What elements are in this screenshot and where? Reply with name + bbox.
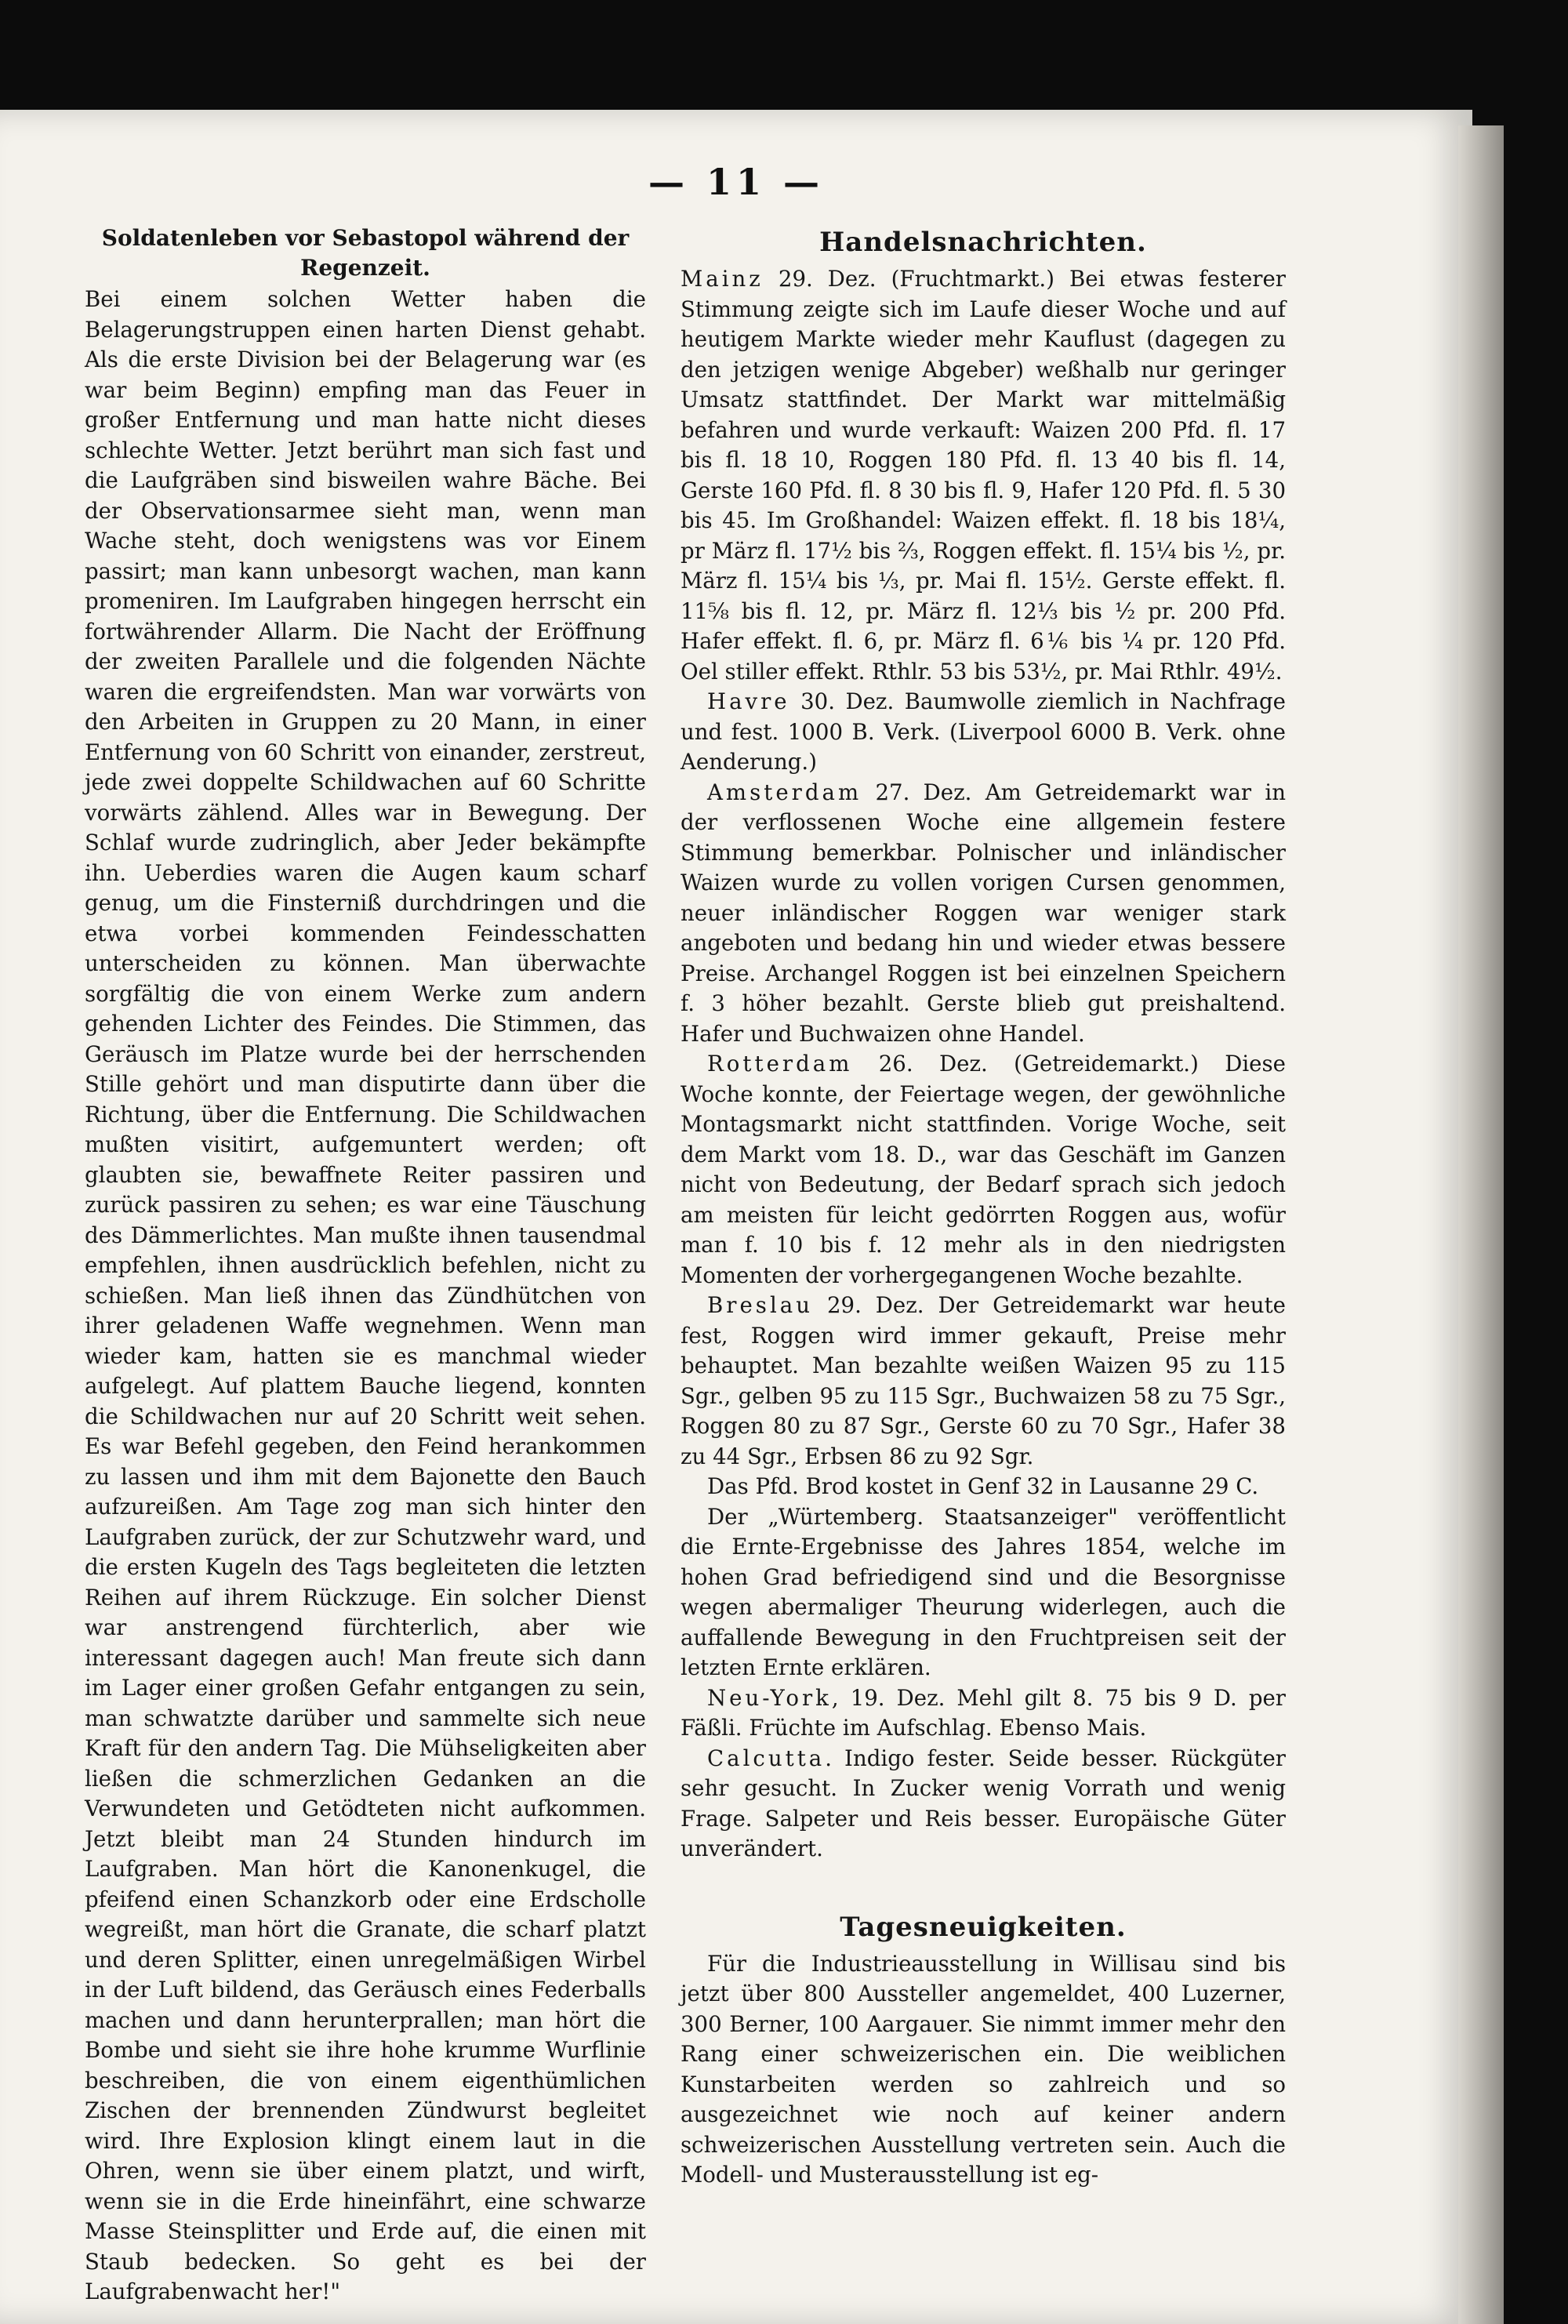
report-place: Breslau [707,1292,814,1318]
trade-report [681,1683,1286,1744]
trade-report [681,687,1286,778]
trade-report [681,264,1286,687]
report-text: Das Pfd. Brod kostet in Genf 32 in Lausanne 29 C. [707,1473,1259,1499]
report-text: 30. Dez. Baumwolle ziemlich in Nachfrage und fest. 1000 B. Verk. (Liverpool 6000 B. Verk. ohne Aenderung.) [681,688,1286,775]
article-body: Bei einem solchen Wetter haben die Belagerungstruppen einen harten Dienst gehabt. Als die erste Division bei der Belagerung war (es war beim Beginn) empfing man das Feuer in großer Entfernung und man hatte nicht dieses schlechte Wetter. Jetzt berührt man sich fast und die Laufgräben sind bisweilen wahre Bäche. Bei der Observationsarmee sieht man, wenn man Wache steht, doch wenigstens was vor Einem passirt; man kann unbesorgt wachen, man kann promeniren. Im Laufgraben hingegen herrscht ein fortwährender Allarm. Die Nacht der Eröffnung der zweiten Parallele und die folgenden Nächte waren die ergreifendsten. Man war vorwärts von den Arbeiten in Gruppen zu 20 Mann, in einer Entfernung von 60 Schritt von einander, zerstreut, jede zwei doppelte Schildwachen auf 60 Schritte vorwärts zählend. Alles war in Bewegung. Der Schlaf wurde zudringlich, aber Jeder bekämpfte ihn. Ueberdies waren die Augen kaum scharf genug, um die Finsterniß durchdringen und die etwa vorbei kommenden Feindesschatten unterscheiden zu können. Man überwachte sorgfältig die von einem Werke zum andern gehenden Lichter des Feindes. Die Stimmen, das Geräusch im Platze wurde bei der herrschenden Stille gehört und man disputirte dann über die Richtung, über die Entfernung. Die Schildwachen mußten visitirt, aufgemuntert werden; oft glaubten sie, bewaffnete Reiter passiren und zurück passiren zu sehen; es war eine Täuschung des Dämmerlichtes. Man mußte ihnen tausendmal empfehlen, ihnen ausdrücklich befehlen, nicht zu schießen. Man ließ ihnen das Zündhütchen von ihrer geladenen Waffe wegnehmen. Wenn man wieder kam, hatten sie es manchmal wieder aufgelegt. Auf plattem Bauche liegend, konnten die Schildwachen nur auf 20 Schritt weit sehen. Es war Befehl gegeben, den Feind herankommen zu lassen und ihm mit dem Bajonette den Bauch aufzureißen. Am Tage zog man sich hinter den Laufgraben zurück, der zur Schutzwehr ward, und die ersten Kugeln des Tags begleiteten die letzten Reihen auf ihrem Rückzuge. Ein solcher Dienst war anstrengend fürchterlich, aber wie interessant dagegen auch! Man freute sich dann im Lager einer großen Gefahr entgangen zu sein, man schwatzte darüber und sammelte sich neue Kraft für den andern Tag. Die Mühseligkeiten aber ließen die schmerzlichen Gedanken an die Verwundeten und Getödteten nicht aufkommen. Jetzt bleibt man 24 Stunden hindurch im Laufgraben. Man hört die Kanonenkugel, die pfeifend einen Schanzkorb oder eine Erdscholle wegreißt, man hört die Granate, die scharf platzt und deren Splitter, einen unregelmäßigen Wirbel in der Luft bildend, das Geräusch eines Federballs machen und dann herunterprallen; man hört die Bombe und sieht sie ihre hohe krumme Wurflinie beschreiben, die von einem eigenthümlichen Zischen der brennenden Zündwurst begleitet wird. Ihre Explosion klingt einem laut in die Ohren, wenn sie über einem platzt, und wirft, wenn sie in die Erde hineinfährt, eine schwarze Masse Steinsplitter und Erde auf, die einen mit Staub bedecken. So geht es bei der Laufgrabenwacht her!" [85,286,646,2304]
report-text: Der „Würtemberg. Staatsanzeiger" veröffentlicht die Ernte-Ergebnisse des Jahres 1854, welche im hohen Grad befriedigend sind und die Besorgnisse wegen abermaliger Theurung widerlegen, auch die auffallende Bewegung in den Fruchtpreisen seit der letzten Ernte erklären. [681,1503,1286,1680]
section-heading-news: Tagesneuigkeiten. [840,1911,1127,1943]
report-place: Rotterdam [707,1051,853,1077]
report-text: . Indigo fester. Seide besser. Rückgüter sehr gesucht. In Zucker wenig Vorrath und wenig Frage. Salpeter und Reis besser. Europäische Güter unverändert. [681,1745,1286,1861]
right-column [681,223,1286,2191]
report-place: Neu-York [707,1684,832,1711]
news-body: Für die Industrieausstellung in Willisau sind bis jetzt über 800 Aussteller angemeldet, 400 Luzerner, 300 Berner, 100 Aargauer. Sie nimmt immer mehr den Rang einer schweizerischen ein. Die weiblichen Kunstarbeiten werden so zahlreich und so ausgezeichnet wie noch auf keiner andern schweizerischen Ausstellung vertreten sein. Auch die Modell- und Musterausstellung ist eg- [681,1950,1286,2188]
report-place: Amsterdam [707,779,862,805]
section-heading-trade: Handelsnachrichten. [819,227,1147,258]
report-text: 27. Dez. Am Getreidemarkt war in der verflossenen Woche eine allgemein festere Stimmung bemerkbar. Polnischer und inländischer Waizen wurde zu vollen vorigen Cursen genommen, neuer inländischer Roggen war weniger stark angeboten und bedang hin und wieder etwas bessere Preise. Archangel Roggen ist bei einzelnen Speichern f. 3 höher bezahlt. Gerste blieb gut preishaltend. Hafer und Buchwaizen ohne Handel. [681,779,1286,1047]
trade-report [681,1502,1286,1683]
report-text: 29. Dez. Der Getreidemarkt war heute fest, Roggen wird immer gekauft, Preise mehr behauptet. Man bezahlte weißen Waizen 95 zu 115 Sgr., gelben 95 zu 115 Sgr., Buchwaizen 58 zu 75 Sgr., Roggen 80 zu 87 Sgr., Gerste 60 zu 70 Sgr., Hafer 38 zu 44 Sgr., Erbsen 86 zu 92 Sgr. [681,1292,1286,1469]
trade-report [681,1744,1286,1865]
trade-report [681,1472,1286,1502]
trade-report [681,1291,1286,1472]
trade-report [681,1049,1286,1291]
left-column [85,223,646,2308]
report-place: Havre [707,688,790,714]
report-text: 29. Dez. (Fruchtmarkt.) Bei etwas festerer Stimmung zeigte sich im Laufe dieser Woche und auf heutigem Markte wieder mehr Kauflust (dagegen zu den jetzigen wenige Abgeber) weßhalb nur geringer Umsatz stattfindet. Der Markt war mittelmäßig befahren und wurde verkauft: Waizen 200 Pfd. fl. 17 bis fl. 18 10, Roggen 180 Pfd. fl. 13 40 bis fl. 14, Gerste 160 Pfd. fl. 8 30 bis fl. 9, Hafer 120 Pfd. fl. 5 30 bis 45. Im Großhandel: Waizen effekt. fl. 18 bis 18¼, pr März fl. 17½ bis ⅔, Roggen effekt. fl. 15¼ bis ½, pr. März fl. 15¼ bis ⅓, pr. Mai fl. 15½. Gerste effekt. fl. 11⅝ bis fl. 12, pr. März fl. 12⅓ bis ½ pr. 200 Pfd. Hafer effekt. fl. 6, pr. März fl. 6⅙ bis ¼ pr. 120 Pfd. Oel stiller effekt. Rthlr. 53 bis 53½, pr. Mai Rthlr. 49½. [681,266,1286,684]
report-place: Calcutta [707,1745,826,1771]
page-number: — 11 — [648,161,825,203]
article-heading: Soldatenleben vor Sebastopol während der Regenzeit. [101,225,630,281]
page-stack-edge [1458,125,1504,2324]
report-text: 26. Dez. (Getreidemarkt.) Diese Woche konnte, der Feiertage wegen, der gewöhnliche Montagsmarkt nicht stattfinden. Vorige Woche, seit dem Markt vom 18. D., war das Geschäft im Ganzen nicht von Bedeutung, der Bedarf sprach sich jedoch am meisten für leicht gedörrten Roggen aus, wofür man f. 10 bis f. 12 mehr als in den niedrigsten Momenten der vorhergegangenen Woche bezahlte. [681,1051,1286,1288]
trade-report [681,778,1286,1050]
trade-reports [681,264,1286,1865]
report-text: , 19. Dez. Mehl gilt 8. 75 bis 9 D. per Fäßli. Früchte im Aufschlag. Ebenso Mais. [681,1684,1286,1741]
report-place: Mainz [681,266,764,292]
